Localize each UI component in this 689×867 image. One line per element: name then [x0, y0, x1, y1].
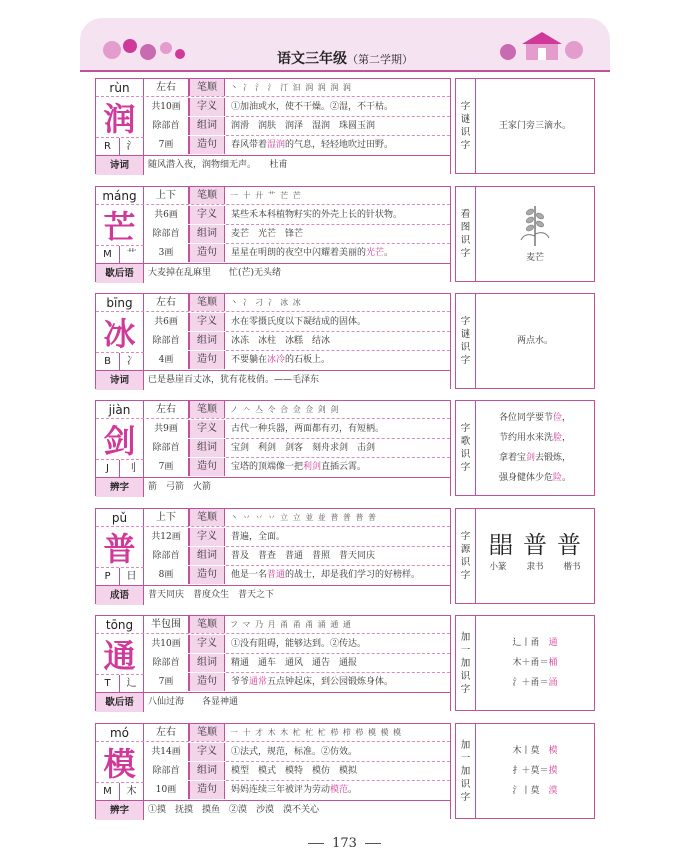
- stroke-order: 丶 丷 丷 丷 立 立 並 並 普 普 普 普: [230, 513, 377, 522]
- side-line-highlight: 摸: [548, 766, 558, 776]
- side-line-pre: 木丨莫: [512, 746, 549, 756]
- stroke-row: [96, 724, 450, 742]
- side-label-char: 字: [460, 531, 471, 542]
- info-radical-strokes: 7画: [144, 136, 189, 154]
- entry-main-table: [95, 400, 451, 496]
- extra-row: [96, 800, 450, 820]
- pinyin: tōng: [96, 616, 144, 634]
- sentence-label: 造句: [189, 136, 225, 154]
- side-label-char: 加: [460, 739, 471, 751]
- sentence-pre: 爷爷: [231, 677, 250, 687]
- page-title: [80, 48, 610, 68]
- page-header: [80, 18, 610, 70]
- info-radical-type: 除部首: [144, 332, 189, 350]
- words-label: 组词: [189, 654, 225, 672]
- stroke-row: [96, 79, 450, 97]
- extra-label: 成语: [96, 586, 144, 605]
- radical-letter: J: [106, 463, 109, 474]
- side-line-pre: 氵＋甬＝: [512, 678, 549, 688]
- stroke-row: [96, 187, 450, 205]
- main-character: 通: [96, 634, 144, 674]
- sentence-label: 造句: [189, 244, 225, 262]
- stroke-row: [96, 294, 450, 312]
- pinyin: máng: [96, 187, 144, 205]
- radical-letter: P: [104, 571, 111, 582]
- side-label-char: 识: [460, 342, 471, 353]
- stroke-order-label: 笔顺: [189, 616, 225, 634]
- main-character: 普: [96, 527, 144, 567]
- entry-main-table: [95, 508, 451, 604]
- side-panel-label: [456, 509, 476, 603]
- words-text: 麦芒 光芒 锋芒: [226, 225, 450, 244]
- side-panel-content: [476, 509, 594, 603]
- words-text: 润滑 润肤 润泽 湿润 珠圆玉润: [226, 117, 450, 136]
- side-label-char: 字: [460, 355, 471, 366]
- side-line-highlight: 涌: [548, 678, 558, 688]
- radical-box: [96, 245, 144, 264]
- stroke-order: 丶 冫 刁 冫 冰 冰: [230, 298, 302, 307]
- side-line: [512, 761, 557, 781]
- pinyin: rùn: [96, 79, 144, 97]
- title-text: 语文三年级: [277, 51, 347, 67]
- side-text: 王家门旁三滴水。: [498, 121, 571, 131]
- extra-label: 歇后语: [96, 693, 144, 712]
- info-radical-type: 除部首: [144, 117, 189, 135]
- info-strokes: 共6画: [144, 313, 189, 331]
- pinyin: mó: [96, 724, 144, 742]
- structure: 左右: [144, 79, 189, 97]
- sentence-pre: 他是一名: [231, 570, 268, 580]
- glyph-label: 小篆: [489, 562, 507, 572]
- extra-row: [96, 692, 450, 712]
- info-radical-strokes: 3画: [144, 244, 189, 262]
- side-label-char: 识: [460, 778, 471, 790]
- meaning-label: 字义: [189, 420, 225, 438]
- extra-text: 已是悬崖百丈冰，犹有花枝俏。——毛泽东: [148, 375, 320, 385]
- radical: 刂: [119, 460, 143, 478]
- main-character: 冰: [96, 312, 144, 352]
- extra-row: [96, 585, 450, 605]
- main-character: 润: [96, 97, 144, 137]
- sentence-highlight: 光芒: [366, 248, 385, 258]
- words-label: 组词: [189, 547, 225, 565]
- info-strokes: 共6画: [144, 206, 189, 224]
- extra-text: 随风潜入夜，润物细无声。 杜甫: [148, 160, 288, 170]
- side-label-char: 字: [460, 140, 471, 151]
- side-label-char: 谜: [460, 114, 471, 125]
- stroke-order: 一 十 廾 艹 芒 芒: [230, 191, 302, 200]
- radical-box: [96, 459, 144, 478]
- side-label-char: 字: [460, 462, 471, 473]
- side-label-char: 字: [460, 101, 471, 112]
- meaning-label: 字义: [189, 635, 225, 653]
- sentence-pre: 星星在明朗的夜空中闪耀着美丽的: [231, 248, 367, 258]
- side-line-highlight: 桶: [548, 658, 558, 668]
- side-label-char: 识: [460, 557, 471, 568]
- side-line-highlight: 模: [548, 746, 558, 756]
- side-line-pre: 氵丨莫: [512, 786, 549, 796]
- stroke-order-label: 笔顺: [189, 509, 225, 527]
- sentence-highlight: 通常: [249, 677, 268, 687]
- words-label: 组词: [189, 117, 225, 135]
- side-line: [499, 408, 571, 428]
- info-radical-type: 除部首: [144, 654, 189, 672]
- extra-text: ①摸 抚摸 摸鱼 ②漠 沙漠 漠不关心: [148, 805, 320, 815]
- extra-text: 箭 弓箭 火箭: [148, 482, 212, 492]
- side-line: [499, 468, 571, 488]
- side-line-highlight: 通: [548, 638, 558, 648]
- extra-row: [96, 370, 450, 390]
- side-panel-content: [476, 294, 594, 388]
- side-panel: [455, 508, 595, 604]
- side-label-char: 字: [460, 316, 471, 327]
- side-panel-label: [456, 187, 476, 281]
- side-line: [512, 653, 557, 673]
- sentence-post: 的石板上。: [285, 355, 331, 365]
- side-label-char: 字: [460, 791, 471, 803]
- pinyin: jiàn: [96, 401, 144, 419]
- meaning-text: 某些禾本科植物籽实的外壳上长的针状物。: [226, 206, 450, 225]
- structure: 半包围: [144, 616, 189, 634]
- info-radical-strokes: 8画: [144, 566, 189, 584]
- side-label-char: 字: [460, 683, 471, 695]
- pinyin: pǔ: [96, 509, 144, 527]
- entry-main-table: [95, 293, 451, 389]
- structure: 上下: [144, 187, 189, 205]
- stroke-order: フ マ 乃 月 甬 甬 甬 涌 通 通: [230, 620, 352, 629]
- sentence-label: 造句: [189, 458, 225, 476]
- side-label-char: 加: [460, 631, 471, 643]
- side-panel: [455, 723, 595, 819]
- side-text: 两点水。: [516, 336, 553, 346]
- side-line: [512, 633, 557, 653]
- meaning-text: 古代一种兵器，两面都有刃，有短柄。: [226, 420, 450, 439]
- stroke-order-label: 笔顺: [189, 79, 225, 97]
- glyph: 普: [523, 531, 547, 559]
- side-label-char: 识: [460, 235, 471, 246]
- side-panel-label: [456, 401, 476, 495]
- sentence-text: [226, 673, 450, 691]
- meaning-text: 普遍，全面。: [226, 528, 450, 547]
- words-label: 组词: [189, 332, 225, 350]
- side-panel-label: [456, 294, 476, 388]
- stroke-order: ノ 𠆢 亼 仒 合 佥 佥 剑 剑: [230, 405, 340, 414]
- extra-label: 辨字: [96, 478, 144, 497]
- extra-row: [96, 155, 450, 175]
- sentence-highlight: 冰冷: [267, 355, 286, 365]
- info-radical-type: 除部首: [144, 547, 189, 565]
- meaning-text: 水在零摄氏度以下凝结成的固体。: [226, 313, 450, 332]
- side-label-char: 谜: [460, 329, 471, 340]
- info-radical-strokes: 4画: [144, 351, 189, 369]
- info-radical-type: 除部首: [144, 762, 189, 780]
- sentence-highlight: 利剑: [303, 462, 322, 472]
- info-strokes: 共10画: [144, 635, 189, 653]
- radical-box: [96, 782, 144, 801]
- sentence-pre: 春风带着: [231, 140, 268, 150]
- main-character: 芒: [96, 205, 144, 245]
- sentence-highlight: 模范: [330, 785, 349, 795]
- side-label-char: 识: [460, 449, 471, 460]
- glyph-labels: [489, 557, 580, 577]
- sentence-text: [226, 566, 450, 584]
- side-label-char: 图: [460, 222, 471, 233]
- side-line-highlight: 剑: [525, 453, 535, 463]
- sentence-post: 的气息，轻轻地吹过田野。: [285, 140, 394, 150]
- words-text: 模型 模式 模特 模仿 模拟: [226, 762, 450, 781]
- sentence-label: 造句: [189, 566, 225, 584]
- sentence-text: [226, 458, 450, 476]
- side-line-pre: 拿着宝: [498, 453, 526, 463]
- entry-main-table: [95, 186, 451, 282]
- side-line: [499, 428, 571, 448]
- radical: 艹: [119, 246, 143, 264]
- side-panel-content: [476, 79, 594, 173]
- stroke-order-label: 笔顺: [189, 294, 225, 312]
- radical: 辶: [119, 675, 143, 693]
- info-radical-strokes: 7画: [144, 673, 189, 691]
- meaning-text: ①没有阻碍，能够达到。②传达。: [226, 635, 450, 654]
- radical-letter: M: [103, 786, 112, 797]
- info-strokes: 共12画: [144, 528, 189, 546]
- side-label-char: 字: [460, 570, 471, 581]
- side-line-post: 。: [562, 473, 572, 483]
- sentence-post: 。: [348, 785, 358, 795]
- subtitle-text: （第二学期）: [347, 53, 413, 66]
- sentence-text: [226, 781, 450, 799]
- main-character: 剑: [96, 419, 144, 459]
- stroke-row: [96, 509, 450, 527]
- words-text: 宝剑 利剑 剑客 刻舟求剑 击剑: [226, 439, 450, 458]
- page-number-text: 173: [332, 836, 357, 851]
- sentence-label: 造句: [189, 673, 225, 691]
- radical-box: [96, 567, 144, 586]
- meaning-label: 字义: [189, 98, 225, 116]
- side-panel: [455, 78, 595, 174]
- side-label-char: 歌: [460, 436, 471, 447]
- meaning-text: ①加油或水，使不干燥。②湿，不干枯。: [226, 98, 450, 117]
- radical-letter: M: [103, 249, 112, 260]
- extra-label: 辨字: [96, 801, 144, 820]
- stroke-order: 一 十 才 木 木 杧 杧 杧 栉 栉 栉 模 模 模: [230, 728, 403, 737]
- entry-main-table: [95, 78, 451, 174]
- radical-box: [96, 674, 144, 693]
- glyph-evolution: [489, 531, 581, 559]
- info-strokes: 共10画: [144, 98, 189, 116]
- side-line: [512, 673, 557, 693]
- extra-label: 歇后语: [96, 264, 144, 283]
- side-line-highlight: 漠: [548, 786, 558, 796]
- sentence-label: 造句: [189, 351, 225, 369]
- extra-text: 普天同庆 普度众生 普天之下: [148, 590, 275, 600]
- radical: 氵: [119, 138, 143, 156]
- extra-text: 八仙过海 各显神通: [148, 697, 239, 707]
- sentence-post: 五点钟起床，到公园锻炼身体。: [267, 677, 394, 687]
- sentence-pre: 宝塔的顶端像一把: [231, 462, 304, 472]
- glyph-label: 隶书: [526, 562, 544, 572]
- side-line: [512, 781, 557, 801]
- radical: 日: [119, 568, 143, 586]
- side-label-char: 加: [460, 657, 471, 669]
- info-strokes: 共9画: [144, 420, 189, 438]
- sentence-highlight: 普通: [267, 570, 286, 580]
- radical-box: [96, 352, 144, 371]
- side-panel: [455, 186, 595, 282]
- side-line-highlight: 脸: [552, 433, 562, 443]
- header-divider: [80, 70, 610, 72]
- structure: 左右: [144, 294, 189, 312]
- sentence-text: [226, 136, 450, 154]
- side-label-char: 看: [460, 209, 471, 220]
- sentence-label: 造句: [189, 781, 225, 799]
- side-panel-content: [476, 401, 594, 495]
- stroke-order-label: 笔顺: [189, 187, 225, 205]
- radical-letter: B: [104, 356, 111, 367]
- side-line-post: ，: [562, 413, 572, 423]
- side-line-pre: 节约用水来洗: [498, 433, 553, 443]
- meaning-label: 字义: [189, 743, 225, 761]
- info-radical-type: 除部首: [144, 225, 189, 243]
- side-panel-content: [476, 616, 594, 710]
- radical-box: [96, 137, 144, 156]
- side-line-pre: 木＋甬＝: [512, 658, 549, 668]
- radical-letter: T: [104, 678, 111, 689]
- meaning-label: 字义: [189, 313, 225, 331]
- words-label: 组词: [189, 439, 225, 457]
- side-label-char: 识: [460, 670, 471, 682]
- glyph: 普: [557, 531, 581, 559]
- radical-letter: R: [104, 141, 111, 152]
- side-panel-label: [456, 79, 476, 173]
- side-label-char: 字: [460, 423, 471, 434]
- sentence-post: 的战士，却是我们学习的好榜样。: [285, 570, 421, 580]
- side-line-pre: 各位同学要节: [498, 413, 553, 423]
- sentence-post: 直插云霄。: [321, 462, 367, 472]
- info-radical-strokes: 7画: [144, 458, 189, 476]
- side-panel-label: [456, 616, 476, 710]
- sentence-post: 。: [384, 248, 394, 258]
- side-line-post: ，: [562, 433, 572, 443]
- side-label-char: 一: [460, 644, 471, 656]
- words-label: 组词: [189, 762, 225, 780]
- sentence-text: [226, 244, 450, 262]
- extra-row: [96, 263, 450, 283]
- stroke-order-label: 笔顺: [189, 724, 225, 742]
- main-character: 模: [96, 742, 144, 782]
- side-panel: [455, 615, 595, 711]
- page-number: [0, 836, 689, 851]
- extra-label: 诗词: [96, 371, 144, 390]
- words-text: 精通 通车 通风 通告 通报: [226, 654, 450, 673]
- side-line: [512, 741, 557, 761]
- extra-row: [96, 477, 450, 497]
- words-text: 冰冻 冰柱 冰糕 结冰: [226, 332, 450, 351]
- side-panel: [455, 400, 595, 496]
- glyph-label: 楷书: [563, 562, 581, 572]
- side-line: [499, 448, 571, 468]
- side-panel-label: [456, 724, 476, 818]
- sentence-pre: 妈妈连续三年被评为劳动: [231, 785, 331, 795]
- pinyin: bīng: [96, 294, 144, 312]
- side-line-post: 去锻炼，: [535, 453, 572, 463]
- extra-text: 大麦掉在乱麻里 忙(芒)无头绪: [148, 268, 282, 278]
- radical: 冫: [119, 353, 143, 371]
- meaning-label: 字义: [189, 206, 225, 224]
- extra-label: 诗词: [96, 156, 144, 175]
- side-line-pre: 扌＋莫＝: [512, 766, 549, 776]
- side-line-highlight: 险: [552, 473, 562, 483]
- side-label-char: 一: [460, 752, 471, 764]
- structure: 左右: [144, 724, 189, 742]
- words-text: 普及 普查 普通 普照 普天同庆: [226, 547, 450, 566]
- words-label: 组词: [189, 225, 225, 243]
- meaning-text: ①法式，规范，标准。②仿效。: [226, 743, 450, 762]
- glyph: 𣊫: [489, 531, 513, 559]
- side-label-char: 字: [460, 248, 471, 259]
- structure: 上下: [144, 509, 189, 527]
- side-text: 麦芒: [525, 253, 544, 263]
- sentence-text: [226, 351, 450, 369]
- stroke-row: [96, 616, 450, 634]
- stroke-order-label: 笔顺: [189, 401, 225, 419]
- radical: 木: [119, 783, 143, 801]
- sentence-pre: 不要躺在: [231, 355, 268, 365]
- sentence-highlight: 湿润: [267, 140, 286, 150]
- meaning-label: 字义: [189, 528, 225, 546]
- entry-main-table: [95, 615, 451, 711]
- stroke-row: [96, 401, 450, 419]
- side-label-char: 源: [460, 544, 471, 555]
- side-label-char: 加: [460, 765, 471, 777]
- side-panel-content: [476, 724, 594, 818]
- side-line-pre: 辶丨甬: [512, 638, 549, 648]
- side-label-char: 识: [460, 127, 471, 138]
- info-radical-type: 除部首: [144, 439, 189, 457]
- info-radical-strokes: 10画: [144, 781, 189, 799]
- side-panel-content: [476, 187, 594, 281]
- side-panel: [455, 293, 595, 389]
- side-line-pre: 强身健体少危: [498, 473, 553, 483]
- structure: 左右: [144, 401, 189, 419]
- wheat-ear-icon: [515, 200, 555, 248]
- entry-main-table: [95, 723, 451, 819]
- side-line-highlight: 俭: [552, 413, 562, 423]
- info-strokes: 共14画: [144, 743, 189, 761]
- stroke-order: 丶 冫 氵 氵 汀 汩 润 润 润 润: [230, 83, 352, 92]
